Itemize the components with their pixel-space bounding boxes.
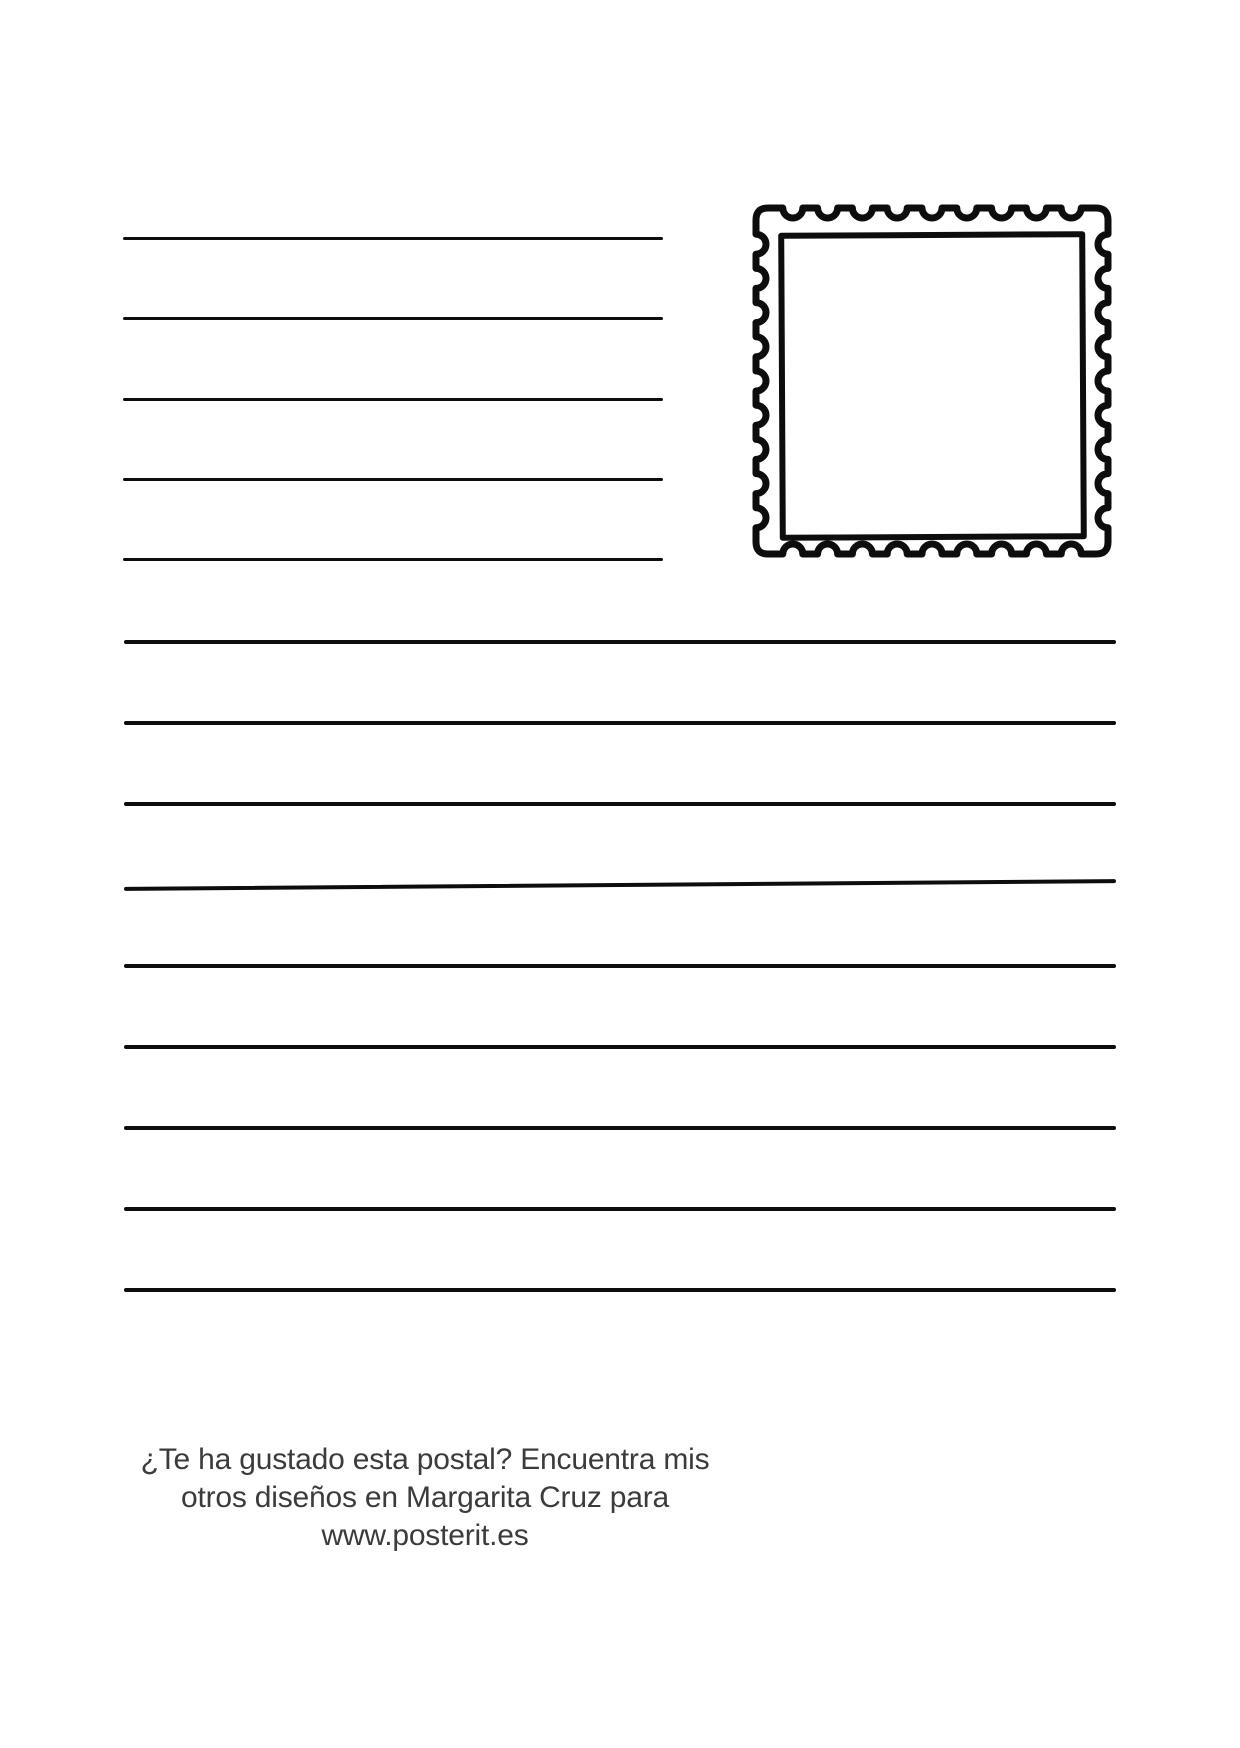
stamp-perforated-border	[756, 208, 1108, 554]
message-line	[124, 879, 1116, 891]
message-line	[124, 1045, 1116, 1049]
footer-line: www.posterit.es	[321, 1519, 529, 1552]
address-line	[123, 398, 663, 401]
address-line	[123, 317, 663, 320]
footer-line: ¿Te ha gustado esta postal? Encuentra mis	[140, 1443, 710, 1476]
message-line	[124, 1288, 1116, 1292]
address-line	[123, 558, 663, 561]
message-line	[124, 1126, 1116, 1130]
message-line	[124, 640, 1116, 644]
postage-stamp-icon	[748, 200, 1116, 562]
address-line	[123, 478, 663, 481]
footer-line: otros diseños en Margarita Cruz para	[180, 1481, 670, 1514]
message-line	[124, 964, 1116, 968]
address-line	[123, 237, 663, 240]
message-line	[124, 802, 1116, 806]
message-line	[124, 1207, 1116, 1211]
footer-note	[105, 1441, 745, 1555]
message-line	[124, 721, 1116, 725]
